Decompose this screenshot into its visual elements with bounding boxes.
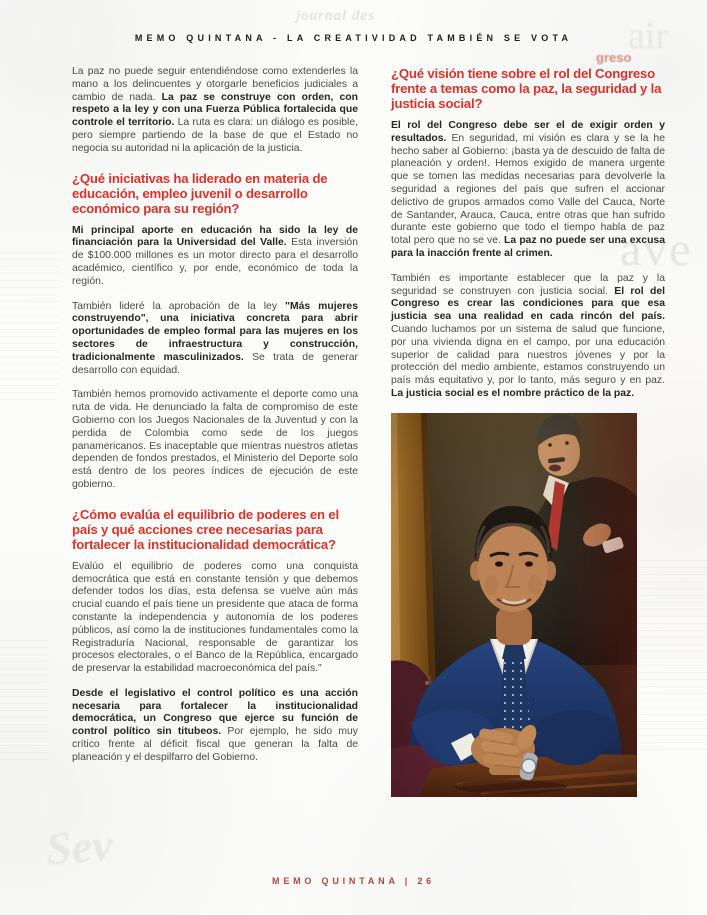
photo-vignette [391,413,637,797]
right-column-text [391,66,665,401]
interview-answer: Evalúo el equilibrio de poderes como una conquista democrática que está en constante tensión y que debemos defender todos los días, esta defensa se vuelve aún más crucial cuando el país tiene un presidente que ataca de forma constante la independencia y autonomía de los poderes públicos, así como la de instituciones fundamentales como la Registraduría Nacional, responsable de garantizar los procesos electorales, o el Banco de la República, encargado de preservar la estabilidad macroeconómica del país." [72,560,358,675]
newsprint-fragment: greso [596,50,632,65]
portrait-photo-illustration [391,413,637,797]
header-running-title: MEMO QUINTANA - LA CREATIVIDAD TAMBIÉN SE VOTA [134,33,573,43]
newsprint-fragment: air [628,15,669,57]
interview-answer: Desde el legislativo el control político es una acción necesaria para fortalecer la institucionalidad democrática, un Congreso que ejerce su función de control político sin titubeos. Por ejemplo, he sido muy crítico frente al déficit fiscal que generan la falta de planeación y el despilfarro del Gobierno. [72,687,358,763]
newsprint-column-lines [0,250,58,400]
left-column [72,66,358,777]
portrait-photo [391,413,637,797]
interview-answer: El rol del Congreso debe ser el de exigir orden y resultados. En seguridad, mi visión es clara y se la he hecho saber al Gobierno: ¡basta ya de descuido de falta de planeación y orden!. Hemos exigido de manera urgente que se tomen las medidas necesarias para devolverle la seguridad a regiones del país que sufren el accionar delictivo de grupos armados como Valle del Cauca, Norte de Santander, Arauca, Cauca, entre otras que han sufrido durante este gobierno que todo el tiempo habla de paz total pero que no se ve. La paz no puede ser una excusa para la inacción frente al crimen. [391,120,665,259]
interview-answer: También es importante establecer que la paz y la seguridad se construyen con justicia social. El rol del Congreso es crear las condiciones para que esa justicia sea una realidad en cada rincón del país. Cuando luchamos por un sistema de salud que funcione, por una vivienda digna en el campo, por una educación superior de calidad para nuestros jóvenes y por la protección del medio ambiente, estamos construyendo un país más equitativo y, por lo tanto, más seguro y en paz. La justicia social es el nombre práctico de la paz. [391,272,665,399]
interview-question: ¿Qué visión tiene sobre el rol del Congreso frente a temas como la paz, la seguridad y la justicia social? [391,66,662,111]
newsprint-fragment: ave [620,223,693,276]
interview-answer: La paz no puede seguir entendiéndose como extenderles la mano a los delincuentes y otorgarle beneficios judiciales a cambio de nada. La paz se construye con orden, con respeto a la ley y con una Fuerza Pública fortalecida que controle el territorio. La ruta es clara: un diálogo es posible, pero siempre partiendo de la base de que el Estado no negocia su autoridad ni la aplicación de la justicia. [72,66,359,154]
page-footer-text: MEMO QUINTANA | 26 [272,876,435,886]
interview-answer: Mi principal aporte en educación ha sido la ley de financiación para la Universidad del Valle. Esta inversión de $100.000 millones es un motor directo para el desarrollo académico, científico y, por ende, económico de toda la región. [72,224,358,287]
interview-answer: También hemos promovido activamente el deporte como una ruta de vida. He denunciado la falta de compromiso de este Gobierno con los Juegos Nacionales de la Juventud y con la perdida de Colombia como sede de los juegos panamericanos. Es inaceptable que mientras nuestros atletas dependen de fondos prestados, el Ministerio del Deporte solo está dentro de los peores índices de ejecución de este gobierno. [72,389,358,490]
interview-answer: También lideré la aprobación de la ley "Más mujeres construyendo", una iniciativa concreta para abrir oportunidades de empleo formal para las mujeres en los sectores de infraestructura y construcción, tradicionalmente masculinizados. Se trata de generar desarrollo con equidad. [72,300,359,376]
interview-question: ¿Cómo evalúa el equilibrio de poderes en el país y qué acciones cree necesarias para fortalecer la institucionalidad democrática? [72,506,339,552]
newsprint-fragment: ul [634,146,664,187]
newsprint-column-lines [0,640,48,760]
newsprint-fragment: journal des [296,8,375,24]
right-column [391,66,665,797]
interview-question: ¿Qué iniciativas ha liderado en materia de educación, empleo juvenil o desarrollo económico para su región? [72,170,328,216]
newsprint-fragment: Sev [44,818,115,875]
